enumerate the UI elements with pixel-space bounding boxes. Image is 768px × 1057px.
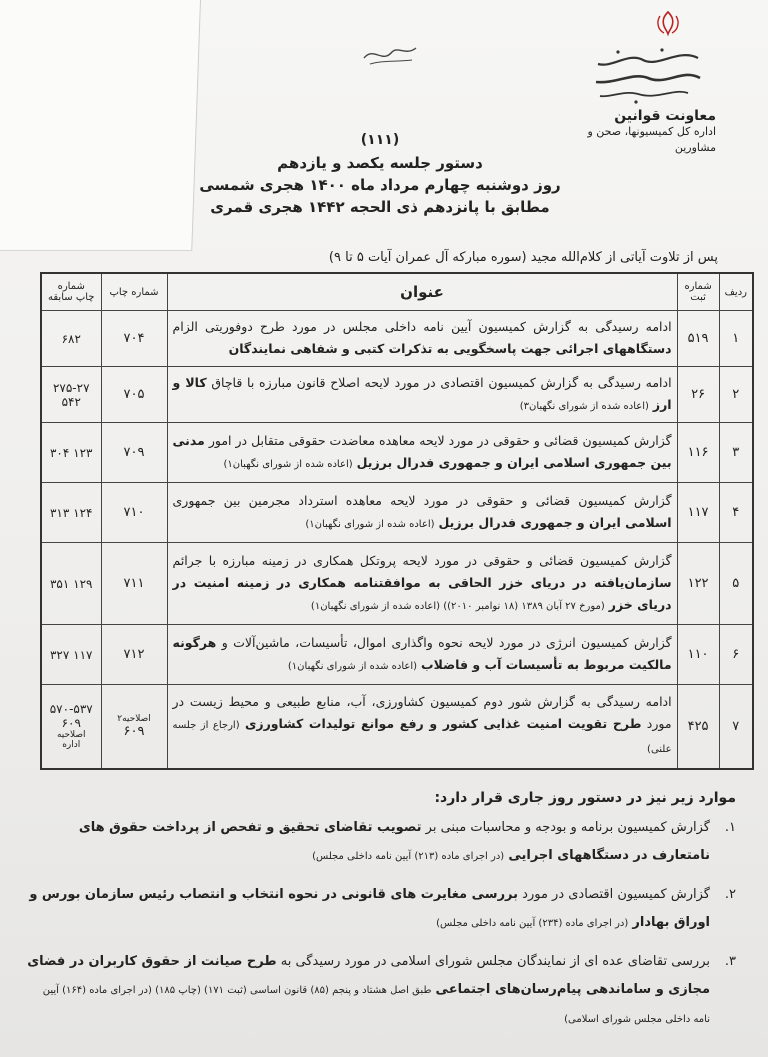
title-emphasis: دستگاههای اجرائی جهت پاسخگویی به تذکرات کتبی و شفاهی نمایندگان	[228, 340, 672, 356]
title-note: (اعاده شده از شورای نگهبان۱)	[305, 518, 435, 530]
cell-print	[101, 685, 167, 769]
pending-title: موارد زیر نیز در دستور روز جاری قرار دارد:	[434, 790, 736, 806]
prev-print-number: ۱۲۴ ۳۱۳	[49, 505, 93, 520]
prev-print-number: ۲۷۵-۲۷ ۵۴۲	[52, 380, 90, 409]
title-text: گزارش کمیسیون قضائی و حقوقی در مورد لایحه معاهده معاضدت حقوقی متقابل در امور	[208, 432, 672, 448]
cell-registry: ۱۱۷	[677, 483, 719, 543]
print-number: ۷۰۹	[123, 445, 145, 460]
header-row: ردیف	[719, 273, 753, 311]
table-row	[41, 423, 753, 483]
print-number: ۷۱۱	[123, 576, 145, 591]
cell-registry: ۴۲۵	[677, 685, 719, 769]
item-number: ۳.	[724, 954, 736, 969]
cell-print	[101, 483, 167, 543]
prev-print-number: ۱۲۳ ۳۰۴	[49, 445, 93, 460]
parliament-calligraphy-logo	[588, 38, 708, 108]
cell-title	[167, 367, 677, 423]
table-row	[41, 685, 753, 769]
agenda-heading	[170, 132, 590, 218]
prev-print-note: اصلاحیه اداره	[56, 730, 86, 751]
title-text: ادامه رسیدگی به گزارش کمیسیون اقتصادی در مورد لایحه اصلاح قانون مبارزه با قاچاق	[211, 374, 672, 390]
heading-line-2: روز دوشنبه چهارم مرداد ماه ۱۴۰۰ هجری شمسی	[199, 176, 561, 194]
intro-text: پس از تلاوت آیاتی از کلام‌الله مجید (سوره مبارکه آل عمران آیات ۵ تا ۹)	[328, 250, 718, 265]
cell-row-number: ۱	[719, 311, 753, 367]
agenda-table	[40, 272, 754, 770]
cell-title	[167, 423, 677, 483]
session-number: (۱۱۱)	[360, 132, 400, 148]
title-text: ادامه رسیدگی به گزارش شور دوم کمیسیون کشاورزی، آب، منابع طبیعی و محیط زیست در مورد	[172, 694, 672, 732]
cell-registry: ۱۱۰	[677, 625, 719, 685]
cell-prev-print	[41, 543, 101, 625]
cell-row-number: ۲	[719, 367, 753, 423]
header-registry: شماره ثبت	[677, 273, 719, 311]
print-number: ۷۱۰	[123, 505, 145, 520]
cell-registry: ۲۶	[677, 367, 719, 423]
title-note: (مورخ ۲۷ آبان ۱۳۸۹ (۱۸ نوامبر ۲۰۱۰)) (اعاده شده از شورای نگهبان۱)	[310, 600, 605, 612]
signature-mark	[360, 38, 420, 68]
prev-print-number: ۶۸۲	[61, 331, 81, 346]
cell-registry: ۱۱۶	[677, 423, 719, 483]
cell-title	[167, 483, 677, 543]
item-note: (در اجرای ماده (۲۳۴) آیین نامه داخلی مجلس)	[436, 918, 629, 929]
cell-print	[101, 543, 167, 625]
prev-print-number: ۱۱۷ ۳۲۷	[49, 647, 93, 662]
cell-title	[167, 685, 677, 769]
table-row	[41, 483, 753, 543]
cell-row-number: ۴	[719, 483, 753, 543]
title-emphasis: اسلامی ایران و جمهوری فدرال برزیل	[438, 514, 672, 530]
cell-title	[167, 625, 677, 685]
cell-row-number: ۷	[719, 685, 753, 769]
cell-row-number: ۳	[719, 423, 753, 483]
table-row	[41, 311, 753, 367]
cell-prev-print	[41, 483, 101, 543]
prev-print-number: ۱۲۹ ۳۵۱	[49, 576, 93, 591]
item-emphasis: بررسی مغایرت های قانونی در نحوه انتخاب و انتصاب رئیس سازمان بورس و اوراق بهادار	[29, 887, 710, 930]
item-emphasis: تصویب تقاضای تحقیق و تفحص از پرداخت حقوق های نامتعارف در دستگاههای اجرایی	[78, 820, 710, 863]
list-item	[24, 814, 736, 871]
list-item	[24, 881, 736, 938]
title-emphasis: طرح تقویت امنیت غذایی کشور و رفع موانع تولیدات کشاورزی	[244, 716, 642, 732]
title-emphasis: مدنی بین جمهوری اسلامی ایران و جمهوری فدرال برزیل	[172, 432, 672, 470]
header-prev-print: شماره چاپ سابقه	[41, 273, 101, 311]
item-text: گزارش کمیسیون برنامه و بودجه و محاسبات مبنی بر	[425, 820, 710, 835]
cell-prev-print	[41, 311, 101, 367]
item-note: طبق اصل هشتاد و پنجم (۸۵) قانون اساسی (ثبت ۱۷۱) (چاپ ۱۸۵) (در اجرای ماده (۱۶۴) آیین نامه داخلی مجلس شورای اسلامی)	[42, 985, 710, 1025]
header-print: شماره چاپ	[101, 273, 167, 311]
item-number: ۲.	[724, 887, 736, 902]
table-header-row	[41, 273, 753, 311]
item-number: ۱.	[724, 820, 736, 835]
cell-row-number: ۶	[719, 625, 753, 685]
title-text: گزارش کمیسیون انرژی در مورد لایحه نحوه واگذاری اموال، تأسیسات، ماشین‌آلات و	[221, 634, 672, 650]
cell-prev-print	[41, 685, 101, 769]
cell-prev-print	[41, 625, 101, 685]
table-row	[41, 367, 753, 423]
heading-line-1: دستور جلسه یکصد و یازدهم	[277, 154, 483, 172]
title-note: (ارجاع از جلسه علنی)	[172, 720, 672, 756]
department-subtitle: اداره کل کمیسیونها، صحن و مشاورین	[587, 125, 716, 154]
cell-title	[167, 543, 677, 625]
header-title: عنوان	[167, 273, 677, 311]
item-text: گزارش کمیسیون اقتصادی در مورد	[522, 887, 710, 902]
print-number: ۷۰۴	[123, 331, 145, 346]
cell-title	[167, 311, 677, 367]
item-note: (در اجرای ماده (۲۱۳) آیین نامه داخلی مجلس)	[312, 851, 505, 862]
pending-items-section	[24, 790, 736, 1044]
item-text: بررسی تقاضای عده ای از نمایندگان مجلس شورای اسلامی در مورد رسیدگی به	[280, 954, 710, 969]
table-row	[41, 625, 753, 685]
cell-row-number: ۵	[719, 543, 753, 625]
cell-registry: ۵۱۹	[677, 311, 719, 367]
item-emphasis: طرح صیانت از حقوق کاربران در فضای مجازی و ساماندهی پیام‌رسان‌های اجتماعی	[27, 954, 710, 997]
title-note: (اعاده شده از شورای نگهبان۱)	[223, 458, 353, 470]
title-emphasis: کالا و ارز	[172, 374, 672, 412]
cell-prev-print	[41, 423, 101, 483]
title-text: گزارش کمیسیون قضائی و حقوقی در مورد لایحه معاهده استرداد مجرمین بین جمهوری	[172, 492, 672, 508]
title-note: (اعاده شده از شورای نگهبان۱)	[287, 660, 418, 672]
heading-line-3: مطابق با پانزدهم ذی الحجه ۱۴۴۲ هجری قمری	[210, 198, 550, 216]
cell-registry: ۱۲۲	[677, 543, 719, 625]
cell-prev-print	[41, 367, 101, 423]
print-number: ۶۰۹	[123, 723, 145, 739]
department-block	[576, 108, 716, 156]
department-title: معاونت قوانین	[614, 108, 716, 124]
title-text: ادامه رسیدگی به گزارش کمیسیون آیین نامه داخلی مجلس در مورد طرح دوفوریتی الزام	[172, 318, 672, 334]
print-note: اصلاحیه۲	[117, 713, 151, 724]
title-emphasis: سازمان‌یافته در دریای خزر الحاقی به موافقتنامه همکاری در زمینه امنیت در دریای خزر	[172, 574, 672, 612]
print-number: ۷۰۵	[123, 387, 145, 402]
cell-print	[101, 423, 167, 483]
cell-print	[101, 311, 167, 367]
print-number: ۷۱۲	[123, 647, 145, 662]
cell-print	[101, 625, 167, 685]
table-row	[41, 543, 753, 625]
prev-print-number: ۵۷۰-۵۳۷ ۶۰۹	[49, 702, 93, 731]
title-emphasis: هرگونه مالکیت مربوط به تأسیسات آب و فاضلاب	[172, 634, 672, 672]
title-note: (اعاده شده از شورای نگهبان۳)	[519, 400, 649, 412]
list-item	[24, 948, 736, 1034]
iran-emblem-icon	[648, 10, 688, 36]
title-text: گزارش کمیسیون قضائی و حقوقی در مورد لایحه پروتکل همکاری در زمینه مبارزه با جرائم	[172, 552, 672, 568]
cell-print	[101, 367, 167, 423]
